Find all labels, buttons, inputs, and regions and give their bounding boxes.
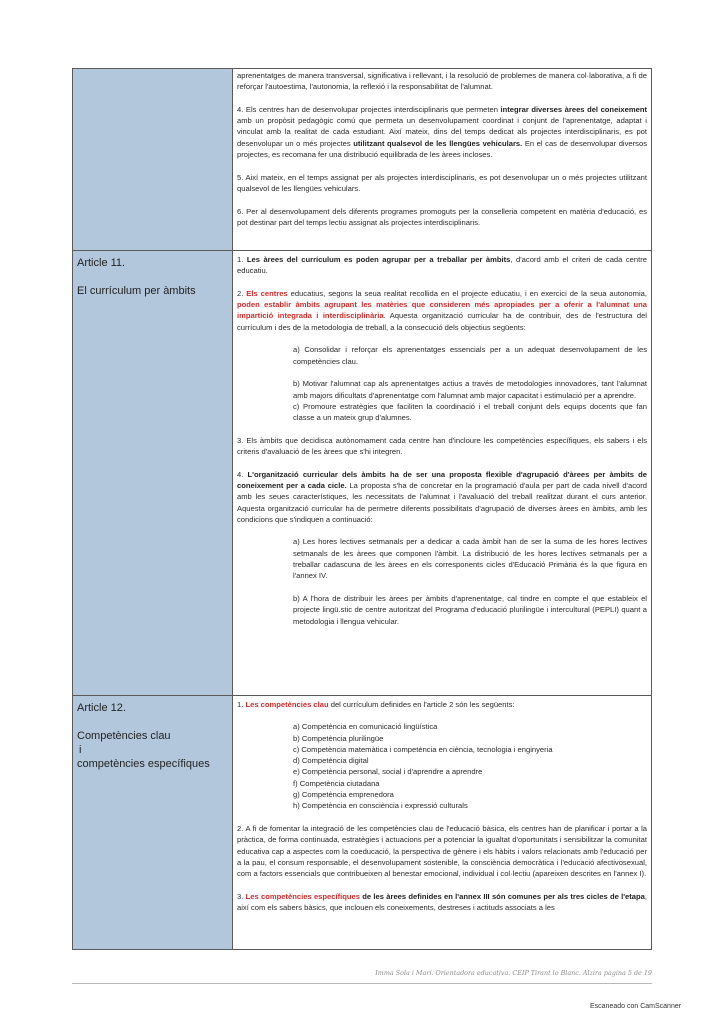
objectives-list [237, 344, 647, 423]
paragraph-6: 6. Per al desenvolupament dels diferents programes promoguts per la conselleria competent en matèria d'educació, es pot destinar part del temps lectiu assignat als projectes interdisciplinaris. [237, 206, 647, 227]
row-content-cell [233, 251, 652, 696]
competences-list [237, 721, 647, 811]
objective-item: b) Motivar l'alumnat cap als aprenentatges actius a través de metodologies innovadores, tant l'alumnat amb majors dificultats d'aprenentatge com l'alumnat amb major capacitat i estimulació per a aprendre. [293, 379, 647, 400]
paragraph-1: 1. Les competències clau del currículum definides en l'article 2 són les següents: [237, 700, 515, 709]
row-content-cell [233, 69, 652, 251]
competence-item: g) Competència emprenedora [293, 790, 394, 800]
paragraph-3: 3. Els àmbits que decidisca autònomament cada centre han d'incloure les competències específiques, els sabers i els criteris d'avaluació de les àrees que s'hi integren. [237, 435, 647, 457]
competence-item: h) Competència en consciència i expressió culturals [293, 801, 468, 811]
paragraph-2: 2. A fi de fomentar la integració de les competències clau de l'educació bàsica, els centres han de planificar i portar a la pràctica, de forma continuada, estratègies i actuacions per a potenciar la igualtat d'oportunitats i sensibilitzar la comunitat educativa cap a aspectes com la coeducació, la perspectiva de gènere i els hàbits i valors relacionats amb l'educació per a la pau, el consum responsable, el desenvolupament sostenible, la consciència democràtica i l'educació afectivosexual, com a factors essencials que contribueixen al benestar emocional, individual i col·lectiu (apareixen descrites en l'annex I). [237, 823, 647, 879]
footer-divider [72, 983, 652, 984]
condition-item: b) A l'hora de distribuir les àrees per àmbits d'aprenentatge, cal tindre en compte el que estableix el projecte lingü.stic de centre autoritzat del Programa d'educació plurilingüe i intercultural (PEPLI) quant a metodologia i llengua vehicular. [293, 593, 647, 626]
conditions-list [237, 536, 647, 626]
competence-item: a) Competència en comunicació lingüística [293, 722, 438, 732]
page-footer: Imma Sola i Marí. Orientadora educativa. CEIP Tirant lo Blanc. Alzira pàgina 5 de 19 [375, 969, 652, 977]
competence-item: f) Competència ciutadana [293, 778, 380, 788]
paragraph-5: 5. Així mateix, en el temps assignat per als projectes interdisciplinaris, es pot desenvolupar un o més projectes utilitzant qualsevol de les llengües vehiculars. [237, 172, 647, 193]
table-row-article-11 [73, 251, 652, 696]
article-subtitle: Competències clau [77, 730, 171, 742]
table-row-continuation [73, 69, 652, 251]
curriculum-table [72, 68, 652, 950]
table-row-article-12 [73, 696, 652, 950]
paragraph-2: 2. Els centres educatius, segons la seua realitat recollida en el projecte educatiu, i en exercici de la seua autonomia, poden establir àmbits agrupant les matèries que consideren més apropiades per a oferir a l'alumnat una impartició integrada i interdisciplinària. Aquesta organització curricular ha de contribuir, des de l'estructura del currículum i des de la metodologia de treball, a la consecució dels objectius següents: [237, 288, 647, 332]
article-subtitle: El currículum per àmbits [77, 285, 196, 297]
paragraph-3: 3. Les competències específiques de les àrees definides en l'annex III són comunes per als tres cicles de l'etapa, així com els sabers bàsics, que inclouen els coneixements, destreses i actituds associats a les [237, 891, 647, 913]
paragraph-1: 1. Les àrees del currículum es poden agrupar per a treballar per àmbits, d'acord amb el criteri de cada centre educatiu. [237, 255, 647, 276]
condition-item: a) Les hores lectives setmanals per a dedicar a cada àmbit han de ser la suma de les hores lectives setmanals de les àrees que componen l'àmbit. La distribució de les hores lectives setmanals per a treballar cadascuna de les àrees en els corresponents cicles d'Educació Primària és la que figura en l'annex IV. [293, 537, 647, 581]
article-title: Article 11. [77, 257, 126, 269]
competence-item: b) Competència plurilingüe [293, 733, 384, 743]
row-label-cell [73, 696, 233, 950]
row-content-cell [233, 696, 652, 950]
article-title: Article 12. [77, 702, 126, 714]
article-subtitle: competències específiques [77, 758, 210, 770]
row-label-cell [73, 251, 233, 696]
competence-item: d) Competència digital [293, 756, 369, 766]
row-label-cell [73, 69, 233, 251]
objective-item: a) Consolidar i reforçar els aprenentatges essencials per a un adequat desenvolupament de les competències clau. [293, 345, 647, 366]
objective-item: c) Promoure estratègies que faciliten la coordinació i el treball conjunt dels equips docents que fan classe a un mateix grup d'alumnes. [293, 401, 647, 423]
competence-item: e) Competència personal, social i d'aprendre a aprendre [293, 767, 483, 777]
article-subtitle-connector: i [79, 744, 82, 756]
paragraph-intro: aprenentatges de manera transversal, significativa i rellevant, i la resolució de problemes de manera col·laborativa, a fi de reforçar l'autoestima, l'autonomia, la reflexió i la responsabilitat de l'alumnat. [237, 71, 647, 92]
competence-item: c) Competència matemàtica i competència en ciència, tecnologia i enginyeria [293, 744, 553, 754]
scanner-watermark: Escaneado con CamScanner [590, 1003, 682, 1010]
paragraph-4: 4. Els centres han de desenvolupar projectes interdisciplinaris que permeten integrar diverses àrees del coneixement amb un propòsit pedagògic comú que permeta un desenvolupament coordinat i conjunt de l'aprenentatge, adaptat i vinculat amb la realitat de cada estudiant. Així mateix, dins del temps dedicat als projectes interdisciplinaris, es pot desenvolupar un o més projectes utilitzant qualsevol de les llengües vehiculars. En el cas de desenvolupar diversos projectes, es recomana fer una distribució equilibrada de les àrees incloses. [237, 104, 647, 160]
paragraph-4: 4. L'organització curricular dels àmbits ha de ser una proposta flexible d'agrupació d'àrees per àmbits de coneixement per a cada cicle. La proposta s'ha de concretar en la programació d'aula per part de cada nivell d'acord amb les seues característiques, les necessitats de l'alumnat i l'avaluació del treball realitzat durant el curs anterior. Aquesta organització curricular ha de permetre diferents possibilitats d'agrupació de diverses àrees en àmbits, amb les condicions que s'indiquen a continuació: [237, 469, 647, 524]
